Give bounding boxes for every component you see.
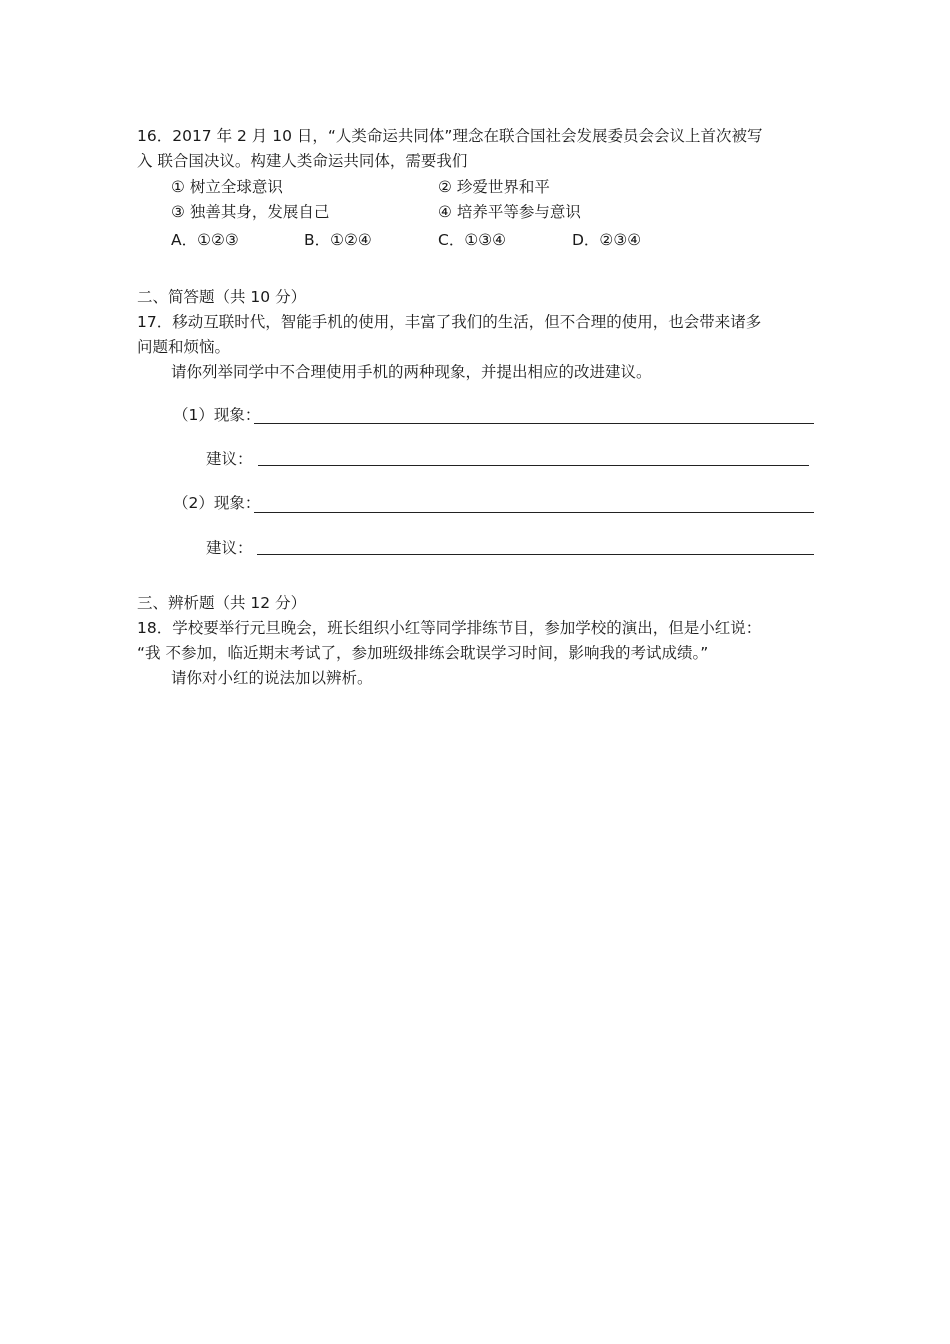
q17-suggestion-2-answer-line[interactable] <box>257 554 814 555</box>
q18-stem-line1: 18．学校要举行元旦晚会，班长组织小红等同学排练节目，参加学校的演出，但是小红说： <box>137 619 762 637</box>
q16-option-2: ② 珍爱世界和平 <box>438 178 550 196</box>
q17-suggestion-2-label: 建议： <box>206 539 253 557</box>
q17-suggestion-1-label: 建议： <box>206 450 253 468</box>
q16-choice-c: C．①③④ <box>438 231 507 249</box>
q17-stem-line2: 问题和烦恼。 <box>137 338 231 356</box>
q18-stem-line2: “我 不参加，临近期末考试了，参加班级排练会耽误学习时间，影响我的考试成绩。” <box>137 644 709 662</box>
section2-heading: 二、简答题（共 10 分） <box>137 288 307 306</box>
q17-phenomenon-2-label: （2）现象： <box>173 494 261 512</box>
q17-prompt: 请你列举同学中不合理使用手机的两种现象，并提出相应的改进建议。 <box>171 363 652 381</box>
q17-phenomenon-1-label: （1）现象： <box>173 406 261 424</box>
q16-choice-a: A．①②③ <box>171 231 239 249</box>
q17-suggestion-1-answer-line[interactable] <box>258 465 809 466</box>
q18-prompt: 请你对小红的说法加以辨析。 <box>171 669 373 687</box>
q16-choice-d: D．②③④ <box>572 231 642 249</box>
q17-stem-line1: 17．移动互联时代，智能手机的使用，丰富了我们的生活，但不合理的使用，也会带来诸多 <box>137 313 762 331</box>
q16-choice-b: B．①②④ <box>304 231 372 249</box>
q17-phenomenon-2-answer-line[interactable] <box>254 512 814 513</box>
q16-stem-line1: 16．2017 年 2 月 10 日，“人类命运共同体”理念在联合国社会发展委员会会议上首次被写 <box>137 127 763 145</box>
q16-option-4: ④ 培养平等参与意识 <box>438 203 581 221</box>
q17-phenomenon-1-answer-line[interactable] <box>254 423 814 424</box>
q16-option-3: ③ 独善其身，发展自己 <box>171 203 330 221</box>
q16-stem-line2: 入 联合国决议。构建人类命运共同体，需要我们 <box>137 152 468 170</box>
q16-option-1: ① 树立全球意识 <box>171 178 283 196</box>
section3-heading: 三、辨析题（共 12 分） <box>137 594 307 612</box>
